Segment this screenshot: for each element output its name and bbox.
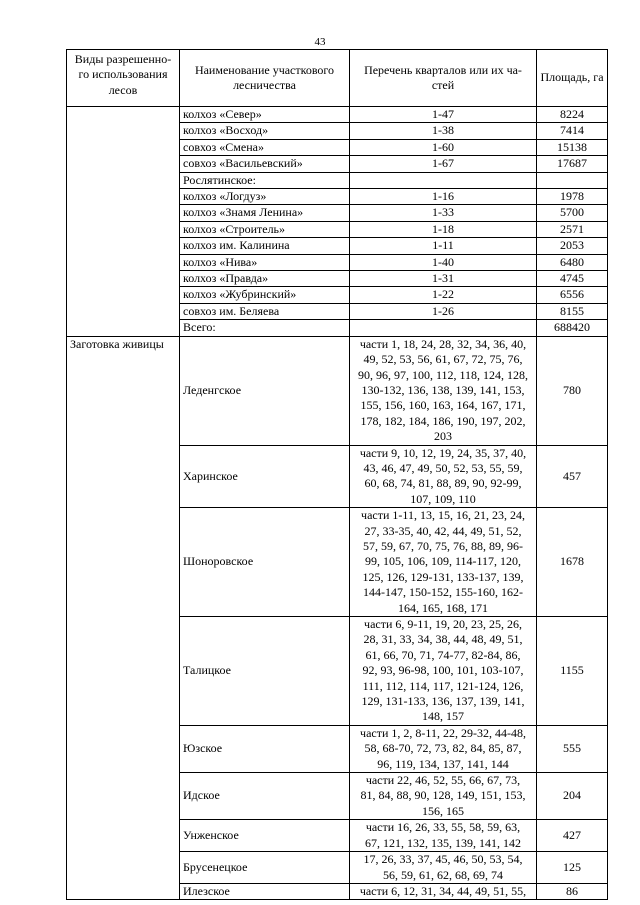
quarter-list [350,508,537,617]
quarter-line: 60, 68, 74, 81, 88, 89, 90, 92-99, [364,476,522,491]
area-value: 17687 [537,156,608,172]
quarter-line: 27, 33-35, 40, 42, 44, 49, 51, 52, [364,523,522,538]
table-row [67,107,608,123]
quarter-list [350,852,537,884]
forestry-name: совхоз им. Беляева [180,303,350,319]
quarter-line: 107, 109, 110 [410,491,476,506]
quarter-range: 1-31 [350,271,537,287]
quarter-line: 43, 46, 47, 49, 50, 52, 53, 55, 59, [363,460,523,475]
quarter-range: 1-38 [350,123,537,139]
area-value: 204 [537,773,608,820]
area-value: 1155 [537,617,608,726]
area-value: 6556 [537,287,608,303]
quarter-line: части 1, 2, 8-11, 22, 29-32, 44-48, [360,725,526,740]
table-header-row [67,50,608,107]
forest-use-table [66,49,608,900]
quarter-range: 1-22 [350,287,537,303]
quarter-line: 164, 165, 168, 171 [398,600,488,615]
quarter-line: 156, 165 [422,803,464,818]
area-value: 7414 [537,123,608,139]
total-area: 688420 [537,320,608,336]
forestry-name: Идское [180,773,350,820]
quarter-line: части 1-11, 13, 15, 16, 21, 23, 24, [361,508,525,523]
quarter-range: 1-18 [350,221,537,237]
quarter-range: 1-60 [350,139,537,155]
header-name: Наименование участкового лесничества [180,50,350,107]
quarter-list [350,617,537,726]
area-value: 8155 [537,303,608,319]
forestry-name: колхоз «Север» [180,107,350,123]
quarter-list [350,445,537,508]
quarter-line: 56, 59, 61, 62, 68, 69, 74 [383,867,503,882]
quarter-list [350,883,537,899]
forestry-name: Шоноровское [180,508,350,617]
quarter-list [350,773,537,820]
quarter-line: части 9, 10, 12, 19, 24, 35, 37, 40, [359,445,527,460]
area-value: 2571 [537,221,608,237]
forestry-name: совхоз «Смена» [180,139,350,155]
quarter-line: 49, 52, 53, 56, 61, 67, 72, 75, 76, [363,352,523,367]
quarter-line: части 6, 12, 31, 34, 44, 49, 51, 55, [359,883,527,898]
quarter-line: части 16, 26, 33, 55, 58, 59, 63, [365,820,521,835]
area-value: 15138 [537,139,608,155]
total-label: Всего: [180,320,350,336]
forestry-name: Талицкое [180,617,350,726]
quarter-range: 1-11 [350,238,537,254]
page-number: 43 [314,36,326,48]
quarter-line: 67, 121, 132, 135, 139, 141, 142 [365,835,521,850]
area-value: 6480 [537,254,608,270]
quarter-line: 155, 156, 160, 163, 164, 167, 171, [360,398,526,413]
area-value: 4745 [537,271,608,287]
forestry-name: Харинское [180,445,350,508]
header-quarters: Перечень кварталов или их ча-стей [350,50,537,107]
quarter-line: 99, 105, 106, 109, 114-117, 120, [364,554,522,569]
quarter-line: 17, 26, 33, 37, 45, 46, 50, 53, 54, [363,852,523,867]
quarter-range: 1-47 [350,107,537,123]
header-kind: Виды разрешенно-го использования лесов [67,50,180,107]
kind-cell-empty [67,107,180,337]
area-value: 457 [537,445,608,508]
total-quarters-empty [350,320,537,336]
forestry-name: Илезское [180,883,350,899]
forestry-name: колхоз «Правда» [180,271,350,287]
area-value: 5700 [537,205,608,221]
quarter-list [350,336,537,445]
quarter-list [350,820,537,852]
forestry-name: Рослятинское: [180,172,350,188]
quarter-line: 125, 126, 129-131, 133-137, 139, [362,569,524,584]
quarter-line: 96, 119, 134, 137, 141, 144 [377,756,509,771]
quarter-range: 1-40 [350,254,537,270]
forestry-name: колхоз «Логдуз» [180,189,350,205]
quarter-line: 144-147, 150-152, 155-160, 162- [363,585,523,600]
quarter-line: 178, 182, 184, 186, 190, 197, 202, [360,413,526,428]
area-value: 125 [537,852,608,884]
area-value: 780 [537,336,608,445]
quarter-line: 58, 68-70, 72, 73, 82, 84, 85, 87, [364,741,522,756]
quarter-range: 1-16 [350,189,537,205]
forestry-name: Леденгское [180,336,350,445]
forestry-name: колхоз «Строитель» [180,221,350,237]
quarter-line: 57, 59, 67, 70, 75, 76, 88, 89, 96- [363,538,523,553]
table-row [67,336,608,445]
forestry-name: колхоз «Жубринский» [180,287,350,303]
quarter-line: части 1, 18, 24, 28, 32, 34, 36, 40, [359,336,527,351]
area-value: 86 [537,883,608,899]
quarter-line: части 6, 9-11, 19, 20, 23, 25, 26, [364,617,522,631]
forestry-name: колхоз «Нива» [180,254,350,270]
area-value: 8224 [537,107,608,123]
quarter-line: 203 [434,429,452,444]
quarter-line: 92, 93, 96-98, 100, 101, 103-107, [362,663,524,678]
forestry-name: Брусенецкое [180,852,350,884]
quarter-line: 130-132, 136, 138, 139, 141, 153, [361,382,525,397]
quarter-line: 148, 157 [422,709,464,724]
area-value [537,172,608,188]
quarter-range: 1-26 [350,303,537,319]
forestry-name: колхоз им. Калинина [180,238,350,254]
forestry-name: колхоз «Знамя Ленина» [180,205,350,221]
header-area: Площадь, га [537,50,608,107]
quarter-line: 129, 131-133, 136, 137, 139, 141, [361,694,525,709]
quarter-list [350,725,537,772]
area-value: 427 [537,820,608,852]
area-value: 2053 [537,238,608,254]
quarter-range [350,172,537,188]
forestry-name: колхоз «Восход» [180,123,350,139]
area-value: 555 [537,725,608,772]
area-value: 1678 [537,508,608,617]
forestry-name: совхоз «Васильевский» [180,156,350,172]
use-kind: Заготовка живицы [67,336,180,900]
forestry-name: Юзское [180,725,350,772]
quarter-line: 111, 112, 114, 117, 121-124, 126, [362,678,524,693]
quarter-line: 28, 31, 33, 34, 38, 44, 48, 49, 51, [363,632,523,647]
quarter-line: 81, 84, 88, 90, 128, 149, 151, 153, [360,788,526,803]
quarter-range: 1-33 [350,205,537,221]
quarter-line: 61, 66, 70, 71, 74-77, 82-84, 86, [365,647,521,662]
quarter-line: 90, 96, 97, 100, 112, 118, 124, 128, [357,367,529,382]
quarter-line: части 22, 46, 52, 55, 66, 67, 73, [365,773,521,788]
forestry-name: Унженское [180,820,350,852]
area-value: 1978 [537,189,608,205]
quarter-range: 1-67 [350,156,537,172]
